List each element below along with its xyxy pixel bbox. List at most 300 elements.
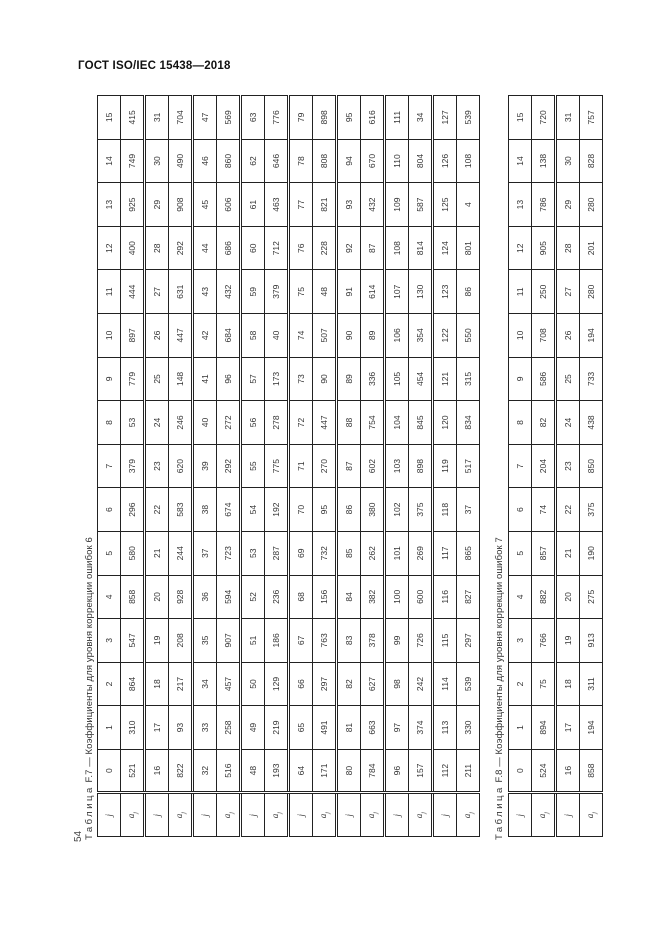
index-cell: 112 [433,749,457,793]
row-header-subscript: j [420,812,427,814]
index-cell: 35 [193,619,217,663]
coefficient-cell: 272 [217,401,241,445]
index-cell: 44 [193,226,217,270]
index-cell: 7 [509,444,532,488]
index-row [509,96,532,837]
coefficient-cell: 913 [580,619,603,663]
coefficient-row [217,96,241,837]
coefficient-cell: 190 [580,531,603,575]
coefficient-cell: 156 [313,575,337,619]
index-cell: 28 [556,226,580,270]
coefficient-cell: 894 [532,706,556,750]
index-cell: 1 [509,706,532,750]
coefficient-cell: 211 [457,749,480,793]
index-cell: 85 [337,531,361,575]
index-cell: 40 [193,401,217,445]
index-row [337,96,361,837]
coefficient-cell: 757 [580,96,603,140]
index-cell: 110 [385,139,409,183]
coefficient-cell: 287 [265,531,289,575]
coefficient-cell: 269 [409,531,433,575]
index-cell: 12 [509,226,532,270]
index-cell: 73 [289,357,313,401]
index-cell: 4 [509,575,532,619]
index-cell: 67 [289,619,313,663]
coefficient-cell: 845 [409,401,433,445]
index-cell: 78 [289,139,313,183]
index-cell: 97 [385,706,409,750]
index-cell: 2 [509,662,532,706]
index-cell: 101 [385,531,409,575]
index-cell: 123 [433,270,457,314]
coefficient-cell: 749 [121,139,145,183]
row-header-aj [409,793,433,837]
coefficient-cell: 684 [217,314,241,358]
row-header-aj [457,793,480,837]
row-header-j [509,793,532,837]
index-cell: 30 [145,139,169,183]
index-cell: 96 [385,749,409,793]
index-cell: 118 [433,488,457,532]
coefficient-cell: 857 [532,531,556,575]
row-header-label: a [317,813,328,819]
coefficient-cell: 75 [532,662,556,706]
index-cell: 107 [385,270,409,314]
coefficient-cell: 415 [121,96,145,140]
index-cell: 76 [289,226,313,270]
coefficient-cell: 204 [532,444,556,488]
coefficient-cell: 148 [169,357,193,401]
index-cell: 119 [433,444,457,488]
coefficient-cell: 138 [532,139,556,183]
index-cell: 11 [98,270,121,314]
coefficient-cell: 907 [217,619,241,663]
index-cell: 104 [385,401,409,445]
index-cell: 81 [337,706,361,750]
coefficient-cell: 583 [169,488,193,532]
index-cell: 88 [337,401,361,445]
coefficient-cell: 828 [580,139,603,183]
index-cell: 45 [193,183,217,227]
coefficient-cell: 507 [313,314,337,358]
coefficient-cell: 236 [265,575,289,619]
document-header: ГОСТ ISO/IEC 15438—2018 [78,60,231,72]
index-cell: 13 [98,183,121,227]
coefficient-cell: 447 [169,314,193,358]
index-cell: 6 [98,488,121,532]
coefficient-cell: 763 [313,619,337,663]
coefficient-cell: 278 [265,401,289,445]
coefficient-row [265,96,289,837]
index-cell: 111 [385,96,409,140]
index-cell: 51 [241,619,265,663]
coefficient-cell: 374 [409,706,433,750]
coefficient-cell: 733 [580,357,603,401]
index-cell: 87 [337,444,361,488]
coefficient-cell: 517 [457,444,480,488]
coefficient-cell: 228 [313,226,337,270]
coefficient-cell: 776 [265,96,289,140]
index-cell: 102 [385,488,409,532]
coefficient-cell: 37 [457,488,480,532]
index-row [145,96,169,837]
coefficient-cell: 244 [169,531,193,575]
coefficient-cell: 463 [265,183,289,227]
index-cell: 22 [145,488,169,532]
index-cell: 18 [145,662,169,706]
index-cell: 117 [433,531,457,575]
caption-prefix: Таблица [494,785,505,840]
coefficient-cell: 663 [361,706,385,750]
row-header-j [145,793,169,837]
index-cell: 91 [337,270,361,314]
index-cell: 80 [337,749,361,793]
index-cell: 5 [98,531,121,575]
coefficient-cell: 646 [265,139,289,183]
index-cell: 30 [556,139,580,183]
index-cell: 55 [241,444,265,488]
index-cell: 54 [241,488,265,532]
coefficient-cell: 432 [217,270,241,314]
row-header-label: j [248,813,258,817]
index-cell: 103 [385,444,409,488]
index-cell: 8 [98,401,121,445]
coefficient-cell: 95 [313,488,337,532]
index-cell: 17 [556,706,580,750]
index-cell: 16 [556,749,580,793]
index-cell: 29 [556,183,580,227]
coefficient-cell: 704 [169,96,193,140]
coefficient-cell: 457 [217,662,241,706]
index-cell: 41 [193,357,217,401]
index-cell: 92 [337,226,361,270]
coefficient-cell: 587 [409,183,433,227]
index-cell: 71 [289,444,313,488]
index-cell: 28 [145,226,169,270]
index-cell: 3 [98,619,121,663]
index-cell: 106 [385,314,409,358]
index-cell: 27 [556,270,580,314]
row-header-label: j [344,813,354,817]
row-header-j [433,793,457,837]
index-cell: 84 [337,575,361,619]
coefficient-cell: 375 [409,488,433,532]
coefficient-cell: 208 [169,619,193,663]
coefficient-cell: 378 [361,619,385,663]
table-f7-wrapper [97,95,480,837]
index-cell: 46 [193,139,217,183]
coefficient-cell: 720 [532,96,556,140]
index-cell: 27 [145,270,169,314]
index-cell: 36 [193,575,217,619]
row-header-j [289,793,313,837]
coefficient-cell: 90 [313,357,337,401]
coefficient-cell: 201 [580,226,603,270]
row-header-aj [217,793,241,837]
coefficient-cell: 616 [361,96,385,140]
caption-text: F.8 — Коэффициенты для уровня коррекции ошибок 7 [494,537,505,783]
index-row [241,96,265,837]
coefficient-cell: 786 [532,183,556,227]
index-cell: 3 [509,619,532,663]
row-header-j [556,793,580,837]
coefficient-cell: 280 [580,183,603,227]
index-cell: 26 [145,314,169,358]
coefficient-cell: 157 [409,749,433,793]
coefficient-cell: 444 [121,270,145,314]
coefficient-cell: 87 [361,226,385,270]
row-header-label: j [563,813,573,817]
coefficient-cell: 547 [121,619,145,663]
coefficient-cell: 171 [313,749,337,793]
coefficient-cell: 850 [580,444,603,488]
index-cell: 8 [509,401,532,445]
coefficient-cell: 594 [217,575,241,619]
index-cell: 83 [337,619,361,663]
row-header-subscript: j [324,812,331,814]
row-header-j [193,793,217,837]
index-cell: 23 [145,444,169,488]
index-cell: 19 [556,619,580,663]
coefficient-cell: 670 [361,139,385,183]
row-header-label: a [173,813,184,819]
row-header-aj [169,793,193,837]
index-cell: 75 [289,270,313,314]
table-f7-caption [84,537,95,840]
row-header-aj [532,793,556,837]
index-cell: 31 [556,96,580,140]
row-header-subscript: j [228,812,235,814]
index-cell: 105 [385,357,409,401]
caption-prefix: Таблица [84,785,95,840]
coefficient-cell: 858 [121,575,145,619]
row-header-label: a [584,813,595,819]
row-header-aj [121,793,145,837]
coefficient-cell: 258 [217,706,241,750]
coefficient-cell: 296 [121,488,145,532]
coefficient-cell: 310 [121,706,145,750]
index-cell: 65 [289,706,313,750]
index-cell: 120 [433,401,457,445]
index-cell: 7 [98,444,121,488]
index-cell: 6 [509,488,532,532]
row-header-label: a [269,813,280,819]
coefficient-cell: 490 [169,139,193,183]
index-cell: 124 [433,226,457,270]
coefficient-cell: 380 [361,488,385,532]
index-row [193,96,217,837]
index-cell: 70 [289,488,313,532]
row-header-label: j [440,813,450,817]
row-header-label: a [413,813,424,819]
index-cell: 98 [385,662,409,706]
coefficient-cell: 516 [217,749,241,793]
coefficient-cell: 4 [457,183,480,227]
index-cell: 79 [289,96,313,140]
coefficient-cell: 292 [169,226,193,270]
coefficient-cell: 297 [313,662,337,706]
index-cell: 126 [433,139,457,183]
coefficient-cell: 74 [532,488,556,532]
coefficient-cell: 580 [121,531,145,575]
index-cell: 2 [98,662,121,706]
index-cell: 48 [241,749,265,793]
coefficient-cell: 539 [457,662,480,706]
index-cell: 14 [509,139,532,183]
index-cell: 113 [433,706,457,750]
row-header-j [241,793,265,837]
coefficient-cell: 865 [457,531,480,575]
coefficient-cell: 827 [457,575,480,619]
index-cell: 127 [433,96,457,140]
index-cell: 77 [289,183,313,227]
index-cell: 5 [509,531,532,575]
coefficient-cell: 524 [532,749,556,793]
index-row [289,96,313,837]
coefficient-cell: 925 [121,183,145,227]
index-cell: 115 [433,619,457,663]
index-cell: 61 [241,183,265,227]
coefficient-cell: 822 [169,749,193,793]
coefficient-cell: 315 [457,357,480,401]
index-cell: 20 [145,575,169,619]
coefficient-cell: 804 [409,139,433,183]
coefficient-cell: 732 [313,531,337,575]
coefficient-cell: 766 [532,619,556,663]
coefficient-cell: 262 [361,531,385,575]
coefficient-cell: 130 [409,270,433,314]
row-header-subscript: j [132,812,139,814]
coefficient-cell: 34 [409,96,433,140]
row-header-label: j [104,813,114,817]
index-cell: 14 [98,139,121,183]
coefficient-cell: 908 [169,183,193,227]
index-cell: 68 [289,575,313,619]
coefficient-cell: 620 [169,444,193,488]
coefficient-cell: 779 [121,357,145,401]
index-cell: 9 [98,357,121,401]
row-header-subscript: j [468,812,475,814]
coefficient-cell: 775 [265,444,289,488]
index-cell: 116 [433,575,457,619]
coefficient-cell: 194 [580,314,603,358]
row-header-j [98,793,121,837]
index-cell: 10 [98,314,121,358]
coefficient-cell: 330 [457,706,480,750]
coefficient-cell: 40 [265,314,289,358]
coefficient-row [169,96,193,837]
coefficient-cell: 897 [121,314,145,358]
index-cell: 4 [98,575,121,619]
coefficient-cell: 801 [457,226,480,270]
coefficient-cell: 438 [580,401,603,445]
index-cell: 0 [98,749,121,793]
coefficient-row [409,96,433,837]
index-cell: 1 [98,706,121,750]
index-cell: 18 [556,662,580,706]
coefficient-cell: 614 [361,270,385,314]
coefficient-cell: 627 [361,662,385,706]
index-cell: 125 [433,183,457,227]
row-header-aj [361,793,385,837]
coefficient-cell: 539 [457,96,480,140]
index-cell: 56 [241,401,265,445]
index-cell: 90 [337,314,361,358]
index-cell: 89 [337,357,361,401]
index-cell: 15 [509,96,532,140]
row-header-aj [580,793,603,837]
row-header-label: a [125,813,136,819]
row-header-label: a [221,813,232,819]
coefficient-cell: 491 [313,706,337,750]
row-header-aj [265,793,289,837]
index-cell: 29 [145,183,169,227]
index-cell: 121 [433,357,457,401]
index-cell: 72 [289,401,313,445]
coefficient-cell: 242 [409,662,433,706]
caption-text: F.7 — Коэффициенты для уровня коррекции ошибок 6 [84,537,95,783]
index-cell: 17 [145,706,169,750]
index-cell: 12 [98,226,121,270]
coefficient-cell: 454 [409,357,433,401]
coefficient-cell: 48 [313,270,337,314]
coefficient-cell: 217 [169,662,193,706]
index-cell: 108 [385,226,409,270]
coefficient-cell: 898 [313,96,337,140]
index-cell: 64 [289,749,313,793]
index-cell: 93 [337,183,361,227]
row-header-label: j [515,813,525,817]
index-cell: 66 [289,662,313,706]
coefficient-cell: 814 [409,226,433,270]
coefficient-cell: 898 [409,444,433,488]
coefficient-cell: 86 [457,270,480,314]
index-cell: 38 [193,488,217,532]
index-cell: 11 [509,270,532,314]
coefficient-cell: 89 [361,314,385,358]
coefficient-row [121,96,145,837]
index-cell: 42 [193,314,217,358]
index-cell: 58 [241,314,265,358]
coefficient-cell: 93 [169,706,193,750]
index-cell: 100 [385,575,409,619]
coefficient-cell: 82 [532,401,556,445]
index-cell: 82 [337,662,361,706]
table-f8-wrapper [508,95,603,837]
coefficient-cell: 354 [409,314,433,358]
row-header-subscript: j [543,812,550,814]
index-cell: 114 [433,662,457,706]
index-cell: 19 [145,619,169,663]
coefficient-cell: 96 [217,357,241,401]
coefficient-cell: 834 [457,401,480,445]
index-cell: 9 [509,357,532,401]
index-cell: 0 [509,749,532,793]
index-cell: 21 [145,531,169,575]
coefficient-cell: 379 [265,270,289,314]
coefficient-cell: 297 [457,619,480,663]
coefficient-cell: 821 [313,183,337,227]
index-cell: 94 [337,139,361,183]
coefficient-cell: 194 [580,706,603,750]
row-header-label: j [392,813,402,817]
row-header-label: a [365,813,376,819]
index-cell: 52 [241,575,265,619]
index-cell: 33 [193,706,217,750]
row-header-subscript: j [591,812,598,814]
index-cell: 49 [241,706,265,750]
index-cell: 24 [556,401,580,445]
